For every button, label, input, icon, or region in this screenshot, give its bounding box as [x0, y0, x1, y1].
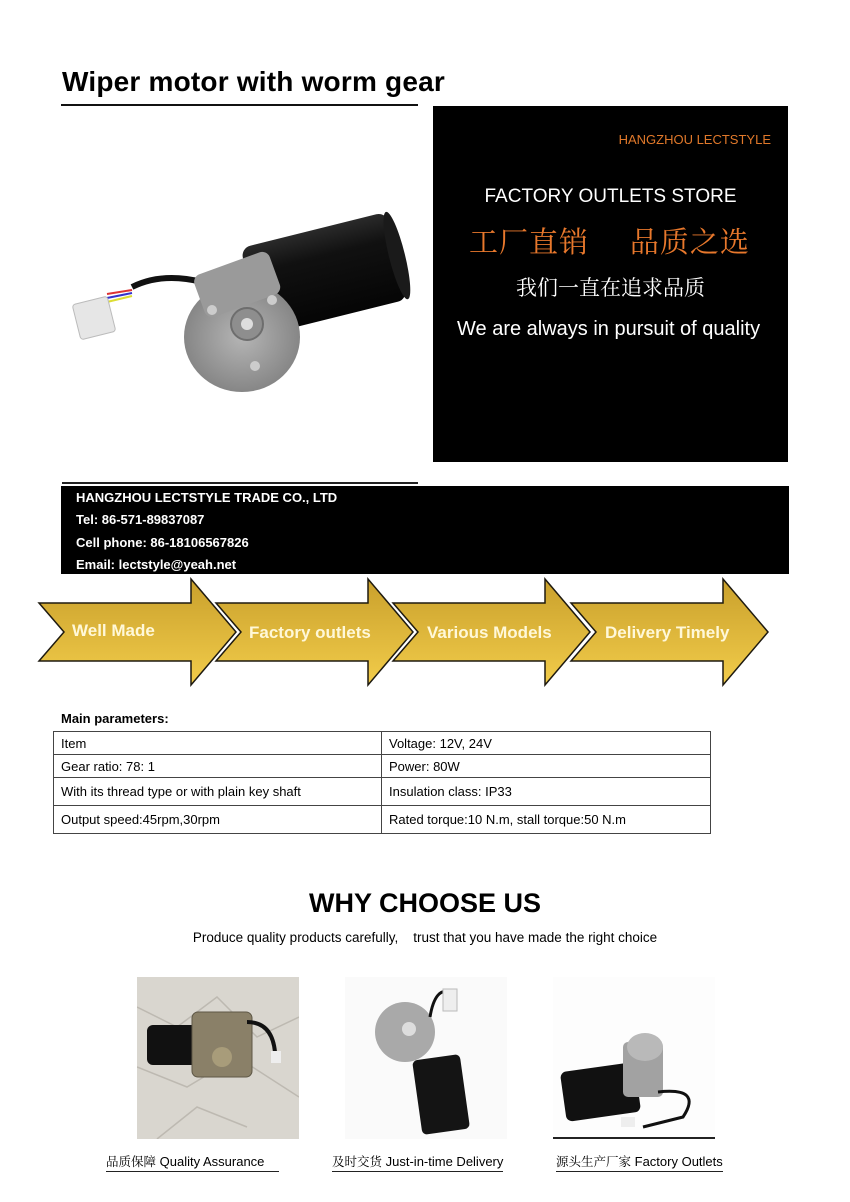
why-choose-us-subtitle: Produce quality products carefully, trust that you have made the right choice — [192, 930, 658, 945]
param-cell: Voltage: 12V, 24V — [382, 732, 711, 755]
caption-quality-assurance: 品质保障 Quality Assurance — [106, 1152, 279, 1172]
contact-info-box — [61, 486, 789, 574]
parameters-title: Main parameters: — [61, 711, 169, 726]
banner-chinese-slogan: 工厂直销 品质之选 — [469, 225, 750, 259]
caption-factory-outlets: 源头生产厂家 Factory Outlets — [556, 1152, 723, 1172]
delivery-photo — [345, 977, 507, 1139]
feature-well-made: Well Made — [72, 621, 155, 640]
factory-outlets-banner — [433, 106, 788, 462]
param-cell: Insulation class: IP33 — [382, 778, 711, 806]
quality-assurance-photo — [137, 977, 299, 1139]
table-row — [54, 806, 711, 834]
table-row — [54, 778, 711, 806]
feature-delivery-timely: Delivery Timely — [605, 623, 730, 642]
caption-just-in-time-delivery: 及时交货 Just-in-time Delivery — [332, 1152, 503, 1172]
table-row — [54, 755, 711, 778]
telephone: Tel: 86-571-89837087 — [76, 512, 205, 527]
banner-chinese-quality: 我们一直在追求品质 — [516, 276, 705, 300]
company-name: HANGZHOU LECTSTYLE TRADE CO., LTD — [76, 490, 338, 505]
param-cell: With its thread type or with plain key shaft — [54, 778, 382, 806]
email: Email: lectstyle@yeah.net — [76, 557, 237, 572]
parameters-table — [53, 731, 711, 834]
why-choose-us-title: WHY CHOOSE US — [308, 888, 542, 918]
param-cell: Gear ratio: 78: 1 — [54, 755, 382, 778]
banner-english-slogan: We are always in pursuit of quality — [457, 318, 761, 340]
table-row — [54, 732, 711, 755]
banner-brand: HANGZHOU LECTSTYLE — [618, 132, 771, 147]
factory-outlets-photo — [553, 977, 715, 1139]
page-title: Wiper motor with worm gear — [62, 66, 445, 97]
contact-divider — [62, 482, 418, 484]
feature-various-models: Various Models — [427, 623, 552, 642]
cell-phone: Cell phone: 86-18106567826 — [76, 535, 249, 550]
param-cell: Item — [54, 732, 382, 755]
param-cell: Power: 80W — [382, 755, 711, 778]
param-cell: Output speed:45rpm,30rpm — [54, 806, 382, 834]
title-underline — [61, 104, 418, 106]
feature-factory-outlets: Factory outlets — [249, 623, 371, 642]
wiper-motor-product-image — [62, 112, 427, 402]
banner-store-title: FACTORY OUTLETS STORE — [484, 186, 737, 207]
param-cell: Rated torque:10 N.m, stall torque:50 N.m — [382, 806, 711, 834]
feature-arrows — [36, 577, 776, 687]
